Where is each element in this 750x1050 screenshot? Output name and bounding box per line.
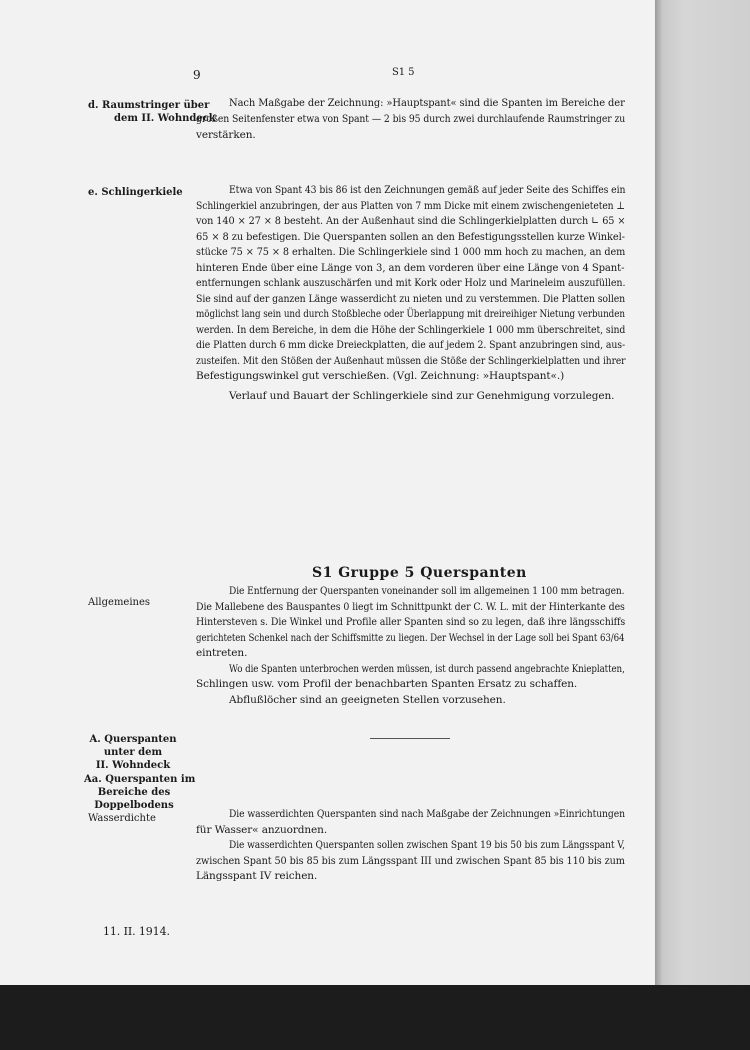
text-line: zusteifen. Mit den Stößen der Außenhaut müssen die Stöße der Schlingerkielplatten und ihrer	[196, 355, 626, 367]
text-line: Schlingerkiel anzubringen, der aus Platten von 7 mm Dicke mit einem zwischengenieteten ⊥	[196, 200, 625, 212]
margin-label-d-2: dem II. Wohndeck	[114, 113, 216, 124]
scan-border	[0, 985, 750, 1050]
margin-label-e: e. Schlingerkiele	[88, 187, 183, 198]
text-line: Abflußlöcher sind an geeigneten Stellen vorzusehen.	[229, 694, 506, 706]
text-line: zwischen Spant 50 bis 85 bis zum Längsspant III und zwischen Spant 85 bis 110 bis zum	[196, 855, 625, 867]
section-code: S1 5	[392, 67, 415, 78]
text-line: eintreten.	[196, 647, 248, 659]
margin-label-a-2: unter dem	[103, 747, 163, 758]
text-line: Die wasserdichten Querspanten sollen zwischen Spant 19 bis 50 bis zum Längsspant V,	[229, 839, 625, 851]
text-line: Nach Maßgabe der Zeichnung: »Hauptspant« sind die Spanten im Bereiche der	[229, 97, 625, 109]
text-line: 65 × 8 zu befestigen. Die Querspanten sollen an den Befestigungsstellen kurze Winkel-	[196, 231, 625, 243]
text-line: verstärken.	[196, 129, 256, 141]
margin-label-aa-3: Doppelbodens	[94, 800, 174, 811]
margin-label-a-1: A. Querspanten	[89, 734, 177, 745]
section-heading: S1 Gruppe 5 Querspanten	[312, 565, 527, 581]
text-line: von 140 × 27 × 8 besteht. An der Außenhaut sind die Schlingerkielplatten durch ∟ 65 ×	[196, 215, 626, 227]
margin-label-wasserdichte: Wasserdichte	[88, 813, 156, 824]
text-line: Schlingen usw. vom Profil der benachbarten Spanten Ersatz zu schaffen.	[196, 678, 578, 690]
text-line: für Wasser« anzuordnen.	[196, 824, 328, 836]
text-line: Befestigungswinkel gut verschießen. (Vgl. Zeichnung: »Hauptspant«.)	[196, 370, 565, 382]
text-line: Verlauf und Bauart der Schlingerkiele sind zur Genehmigung vorzulegen.	[229, 390, 615, 402]
text-line: die Platten durch 6 mm dicke Dreieckplatten, die auf jedem 2. Spant anzubringen sind, aus-	[196, 339, 626, 351]
text-line: Die Mallebene des Bauspantes 0 liegt im Schnittpunkt der C. W. L. mit der Hinterkante des	[196, 601, 625, 613]
text-line: hinteren Ende über eine Länge von 3, an dem vorderen über eine Länge von 4 Spant-	[196, 262, 625, 274]
text-line: Etwa von Spant 43 bis 86 ist den Zeichnungen gemäß auf jeder Seite des Schiffes ein	[229, 184, 626, 196]
text-line: Wo die Spanten unterbrochen werden müssen, ist durch passend angebrachte Knieplatten,	[229, 663, 625, 675]
text-line: entfernungen schlank auszuschärfen und mit Kork oder Holz und Marineleim auszufüllen.	[196, 277, 626, 289]
text-line: Die Entfernung der Querspanten voneinander soll im allgemeinen 1 100 mm betragen.	[229, 585, 625, 597]
page-gutter	[655, 0, 750, 985]
text-line: möglichst lang sein und durch Stoßbleche oder Überlappung mit dreireihiger Nietung verbunden	[196, 308, 625, 320]
text-line: gerichteten Schenkel nach der Schiffsmitte zu liegen. Der Wechsel in der Lage soll bei Spant 63/64	[196, 632, 625, 644]
margin-label-aa-1: Aa. Querspanten im	[84, 774, 196, 785]
text-line: werden. In dem Bereiche, in dem die Höhe der Schlingerkiele 1 000 mm überschreitet, sind	[196, 324, 626, 336]
margin-label-allgemeines: Allgemeines	[88, 597, 151, 608]
page-number: 9	[193, 68, 201, 82]
text-line: Hintersteven s. Die Winkel und Profile aller Spanten sind so zu legen, daß ihre längsschiffs	[196, 616, 626, 628]
margin-label-a-3: II. Wohndeck	[95, 760, 171, 771]
margin-label-d-1: d. Raumstringer über	[88, 100, 210, 111]
text-line: Längsspant IV reichen.	[196, 870, 318, 882]
text-line: Sie sind auf der ganzen Länge wasserdicht zu nieten und zu verstemmen. Die Platten sollen	[196, 293, 626, 305]
footer-date: 11. II. 1914.	[103, 925, 170, 938]
text-line: großen Seitenfenster etwa von Spant — 2 bis 95 durch zwei durchlaufende Raumstringer zu	[196, 113, 626, 125]
separator-rule	[370, 738, 450, 739]
margin-label-aa-2: Bereiche des	[97, 787, 171, 798]
text-line: stücke 75 × 75 × 8 erhalten. Die Schlingerkiele sind 1 000 mm hoch zu machen, an dem	[196, 246, 626, 258]
text-line: Die wasserdichten Querspanten sind nach Maßgabe der Zeichnungen »Einrichtungen	[229, 808, 625, 820]
